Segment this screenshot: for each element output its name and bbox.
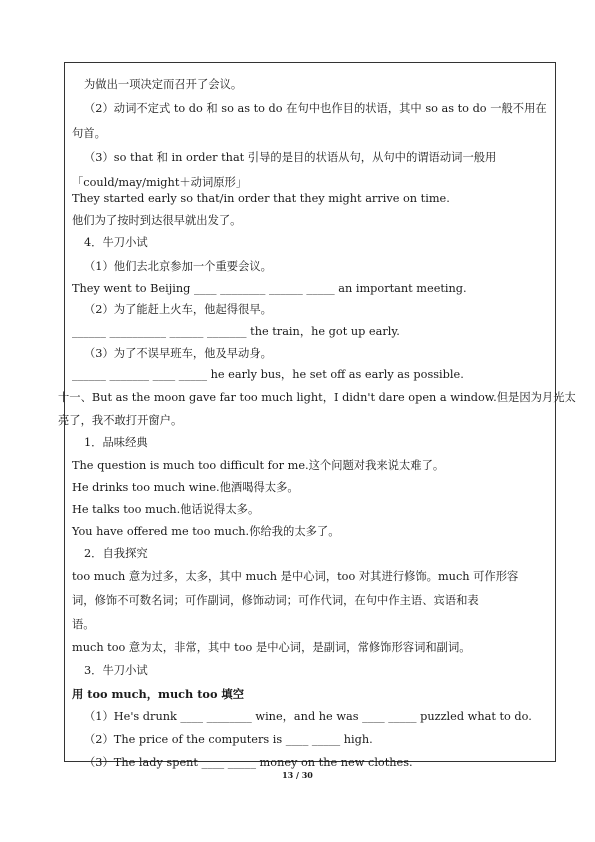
exercise-line: （1）He's drunk ____ ________ wine，and he was ____ _____ puzzled what to do. [84, 710, 532, 723]
exercise-line: ______ _______ ____ _____ he early bus，he set off as early as possible. [72, 368, 464, 381]
content-frame [64, 62, 556, 762]
example-sentence: He talks too much.他话说得太多。 [72, 503, 260, 516]
exercise-prompt: （2）为了能赶上火车，他起得很早。 [84, 303, 272, 316]
text-line: 词，修饰不可数名词；可作副词，修饰动词；可作代词，在句中作主语、宾语和表 [72, 594, 479, 607]
section-title: 十一、But as the moon gave far too much light，I didn't dare open a window.但是因为月光太 [58, 391, 576, 404]
text-line: 「could/may/might＋动词原形」 [72, 176, 248, 189]
section-heading: 3．牛刀小试 [84, 664, 148, 677]
text-line: （3）so that 和 in order that 引导的是目的状语从句，从句中的谓语动词一般用 [84, 151, 497, 164]
text-line: much too 意为太，非常，其中 too 是中心词，是副词，常修饰形容词和副词。 [72, 641, 471, 654]
exercise-line: （2）The price of the computers is ____ _____ high. [84, 733, 373, 746]
example-sentence: You have offered me too much.你给我的太多了。 [72, 525, 340, 538]
example-sentence: The question is much too difficult for me.这个问题对我来说太难了。 [72, 459, 445, 472]
text-line: 他们为了按时到达很早就出发了。 [72, 214, 242, 227]
exercise-prompt: （1）他们去北京参加一个重要会议。 [84, 260, 272, 273]
section-heading: 1．品味经典 [84, 436, 148, 449]
text-line: 亮了，我不敢打开窗户。 [58, 414, 183, 427]
text-line: 语。 [72, 618, 95, 631]
text-line: （2）动词不定式 to do 和 so as to do 在句中也作目的状语，其中 so as to do 一般不用在 [84, 102, 547, 115]
section-heading: 4．牛刀小试 [84, 236, 148, 249]
section-heading: 2．自我探究 [84, 547, 148, 560]
exercise-line: （3）The lady spent ____ _____ money on the new clothes. [84, 756, 413, 769]
example-sentence: He drinks too much wine.他酒喝得太多。 [72, 481, 299, 494]
exercise-prompt: （3）为了不误早班车，他及早动身。 [84, 347, 272, 360]
exercise-line: ______ __________ ______ _______ the train，he got up early. [72, 325, 400, 338]
text-line: 句首。 [72, 127, 106, 140]
exercise-instruction: 用 too much，much too 填空 [72, 687, 245, 701]
text-line: They started early so that/in order that they might arrive on time. [72, 192, 450, 205]
page-number: 13 / 30 [282, 770, 313, 780]
text-line: too much 意为过多，太多，其中 much 是中心词，too 对其进行修饰。much 可作形容 [72, 570, 519, 583]
exercise-line: They went to Beijing ____ ________ ______ _____ an important meeting. [72, 282, 467, 295]
text-line: 为做出一项决定而召开了会议。 [84, 78, 243, 91]
